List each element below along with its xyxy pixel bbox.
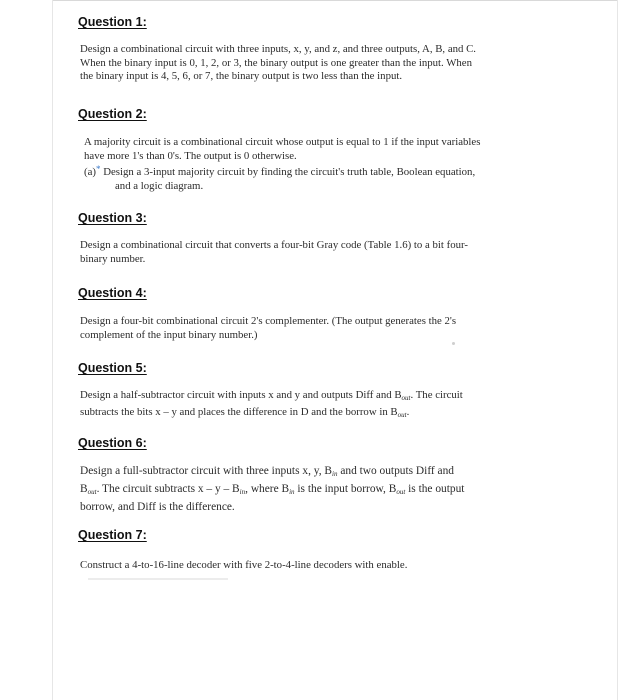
text-run: B: [80, 483, 88, 495]
question-5-line-1: [80, 389, 560, 406]
text-run: . The circuit subtracts x – y – B: [96, 483, 240, 495]
question-5-line-2: [80, 406, 560, 423]
subscript: out: [397, 410, 407, 419]
subscript: out: [396, 488, 406, 496]
question-4-line-1: Design a four-bit combinational circuit 2's complementer. (The output generates the 2's: [80, 315, 457, 327]
question-6-line-1: [80, 464, 560, 482]
question-4-heading: Question 4:: [78, 286, 147, 300]
question-5-heading: Question 5:: [78, 361, 147, 375]
text-run: is the input borrow, B: [294, 483, 397, 495]
question-2-text: [84, 136, 564, 193]
subscript: in: [239, 488, 246, 496]
question-6-line-3: borrow, and Diff is the difference.: [80, 501, 235, 513]
speck: [452, 342, 455, 345]
question-4-text: [80, 315, 560, 342]
question-7-text: [80, 559, 560, 573]
question-7-heading: Question 7:: [78, 528, 147, 542]
question-1-heading: Question 1:: [78, 15, 147, 29]
question-1-text: [80, 43, 560, 84]
text-run: Design a half-subtractor circuit with inputs x and y and outputs Diff and B: [80, 389, 402, 401]
text-run: , where B: [245, 483, 290, 495]
asterisk-mark: *: [95, 164, 101, 174]
page-border-left: [52, 0, 53, 700]
question-3-heading: Question 3:: [78, 211, 147, 225]
question-1-line-1: Design a combinational circuit with three inputs, x, y, and z, and three outputs, A, B, and C.: [80, 43, 477, 55]
subscript: in: [289, 488, 295, 496]
text-run: and two outputs Diff and: [337, 465, 455, 477]
page-border-top: [52, 0, 618, 1]
subscript: in: [332, 470, 338, 478]
cropped-text-fragment: [88, 578, 228, 580]
question-2-line-2: have more 1's than 0's. The output is 0 otherwise.: [84, 149, 297, 162]
question-6-text: [80, 464, 560, 515]
text-run: Design a full-subtractor circuit with three inputs x, y, B: [80, 465, 333, 477]
item-label: (a): [84, 166, 96, 178]
question-6-heading: Question 6:: [78, 436, 147, 450]
question-4-line-2: complement of the input binary number.): [80, 328, 258, 341]
subscript: out: [401, 394, 411, 402]
question-3-text: [80, 239, 560, 266]
question-1-line-2: When the binary input is 0, 1, 2, or 3, the binary output is one greater than the input. When: [80, 56, 472, 69]
question-5-text: [80, 389, 560, 422]
question-1-line-3: the binary input is 4, 5, 6, or 7, the binary output is two less than the input.: [80, 70, 403, 82]
text-run: is the output: [405, 483, 465, 495]
item-text: Design a 3-input majority circuit by finding the circuit's truth table, Boolean equation,: [103, 166, 476, 178]
question-3-line-1: Design a combinational circuit that converts a four-bit Gray code (Table 1.6) to a bit four-: [80, 239, 468, 251]
question-2-item-a: [84, 163, 564, 180]
question-3-line-2: binary number.: [80, 252, 146, 265]
question-7-line-1: Construct a 4-to-16-line decoder with five 2-to-4-line decoders with enable.: [80, 559, 408, 571]
text-run: . The circuit: [410, 389, 463, 401]
question-2-item-a-cont: and a logic diagram.: [115, 179, 204, 192]
text-run: .: [406, 405, 410, 418]
question-2-line-1: A majority circuit is a combinational circuit whose output is equal to 1 if the input variables: [84, 136, 481, 148]
subscript: out: [87, 488, 97, 496]
question-6-line-2: [80, 482, 560, 500]
text-run: subtracts the bits x – y and places the difference in D and the borrow in B: [80, 405, 398, 418]
question-2-heading: Question 2:: [78, 107, 147, 121]
